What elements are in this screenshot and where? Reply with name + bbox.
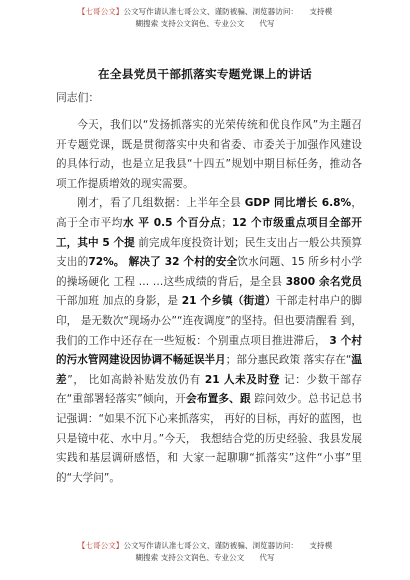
text-run: ；部分惠民政策 落实存在“ — [225, 354, 352, 367]
text-run: 干部走村串户的脚印， 是无数次“现场办公”“连夜调度”的坚持。但也要清醒看 到，我们的工作中还存在一些短板：个别重点项目推进滞后， — [56, 295, 363, 347]
header-text: 公文写作请认准七哥公文、谨防被骗、浏览器访问： 支持模 — [123, 7, 333, 16]
text-run: 前完成年度投资计划；民生支出占一般公共预算支出的 — [56, 236, 362, 269]
text-run: 刚才，看了几组数据：上半年全县 — [77, 197, 245, 210]
page-header-watermark — [0, 6, 410, 30]
emphasis-gdp: GDP 同比增长 6.8% — [244, 197, 352, 210]
text-run: ； — [221, 216, 232, 229]
emphasis-percent: 水 平 0.5 个百分点 — [122, 216, 222, 229]
text-run: 饮水问题、15 所乡村小学的操场硬化 工程 … …这些成绩的背后，是全县 — [56, 256, 362, 288]
header-line-1 — [0, 6, 410, 18]
text-run: ”， 比如高龄补贴发放仍有 — [67, 373, 205, 386]
emphasis-pipeline: 3 个村的污水管网建设因协调不畅延误半月 — [56, 334, 363, 367]
document-body — [56, 116, 362, 488]
emphasis-meetings: 会布置多、跟 — [186, 393, 251, 406]
emphasis-streets: 乡镇（街道） — [211, 295, 276, 308]
emphasis-unregistered: 21 人未及时登 — [204, 373, 281, 386]
footer-brand: 【七哥公文】 — [77, 541, 124, 550]
page-footer-watermark — [0, 540, 410, 564]
text-run: ，高于全市平均 — [56, 197, 362, 229]
text-run: 干部加班 加点的身影，是 — [56, 295, 182, 308]
salutation: 同志们： — [56, 91, 100, 104]
header-brand: 【七哥公文】 — [77, 7, 124, 16]
footer-line-1 — [0, 540, 410, 552]
footer-line-2: 糊搜索 支持公文润色、专业公文 代写 — [135, 553, 275, 562]
paragraph-data — [56, 194, 362, 488]
text-run: 踪问效少。总书记总书记强调：“如果不沉下心来抓落实， 再好的目标，再好的蓝图，也只是镜中花、水中月。”今天， 我想结合党的历史经验、我县发展实践和基层调研感悟，和 大家一起聊聊“抓落实”这件“小事”里的“大学问”。 — [56, 393, 363, 484]
footer-text: 公文写作请认准七哥公文、谨防被骗、浏览器访问： 支持模 — [123, 541, 333, 550]
header-line-2: 糊搜索 支持公文润色、专业公文 代写 — [135, 19, 275, 28]
emphasis-gap: 温差 — [56, 354, 363, 386]
document-title: 在全县党员干部抓落实专题党课上的讲话 — [97, 67, 313, 81]
paragraph-intro: 今天，我们以“发扬抓落实的光荣传统和优良作风”为主题召开专题党课，既是贯彻落实中央和省委、市委关于加强作风建设的具体行动，也是立足我县“十四五”规划中期目标任务，推动各项工作提质增效的现实需要。 — [56, 119, 362, 190]
emphasis-projects: 12 个市级重点项目全部开工，其中 5 个提 — [56, 216, 362, 249]
emphasis-townships: 21 个 — [181, 295, 212, 308]
emphasis-villages: 72%。 解决了 32 个村的安全 — [88, 256, 238, 269]
emphasis-cadres: 3800 余名党员 — [285, 275, 362, 288]
text-run: 记：少数干部存在“重部署轻落实”倾向，开 — [56, 373, 362, 406]
